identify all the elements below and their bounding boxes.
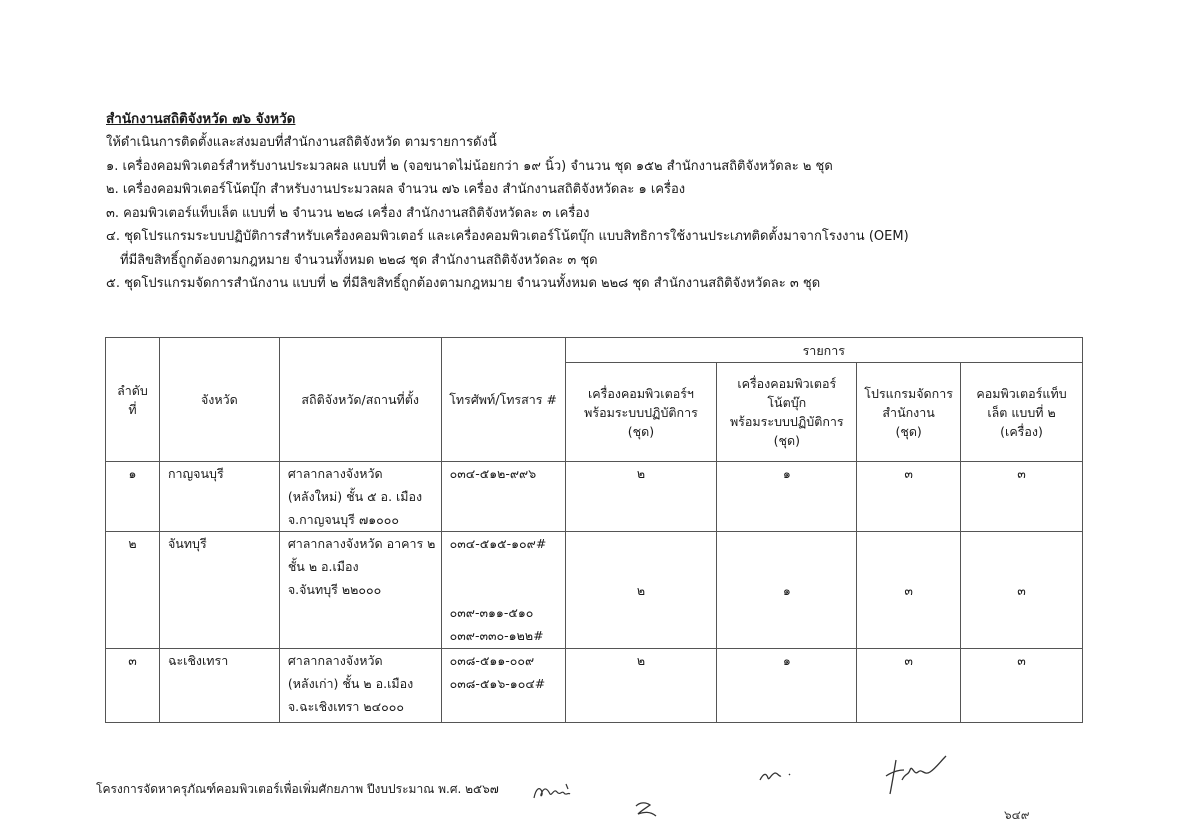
cell-province: จันทบุรี — [159, 532, 279, 649]
cell-office-software-qty: ๓ — [857, 532, 961, 649]
table-row — [106, 532, 1083, 649]
header-item-office-software: โปรแกรมจัดการ สำนักงาน (ชุด) — [857, 363, 961, 462]
list-item-continuation: ที่มีลิขสิทธิ์ถูกต้องตามกฎหมาย จำนวนทั้งหมด ๒๒๘ ชุด สำนักงานสถิติจังหวัดละ ๓ ชุด — [120, 252, 598, 268]
handwritten-mark — [632, 796, 662, 822]
header-seq: ลำดับ ที่ — [106, 338, 160, 462]
distribution-table — [105, 337, 1083, 723]
document-heading: สำนักงานสถิติจังหวัด ๗๖ จังหวัด — [106, 111, 296, 127]
handwritten-signature-2 — [880, 746, 950, 802]
footer-text: โครงการจัดหาครุภัณฑ์คอมพิวเตอร์เพื่อเพิ่มศักยภาพ ปีงบประมาณ พ.ศ. ๒๕๖๗ — [96, 782, 499, 796]
cell-address: ศาลากลางจังหวัด (หลังใหม่) ชั้น ๕ อ. เมือง จ.กาญจนบุรี ๗๑๐๐๐ — [279, 462, 441, 532]
cell-office-software-qty: ๓ — [857, 649, 961, 723]
list-item: ๒. เครื่องคอมพิวเตอร์โน้ตบุ๊ก สำหรับงานประมวลผล จำนวน ๗๖ เครื่อง สำนักงานสถิติจังหวัดละ ๑ เครื่อง — [106, 182, 686, 198]
cell-notebook-qty: ๑ — [717, 649, 857, 723]
list-item: ๕. ชุดโปรแกรมจัดการสำนักงาน แบบที่ ๒ ที่มีลิขสิทธิ์ถูกต้องตามกฎหมาย จำนวนทั้งหมด ๒๒๘ ชุด สำนักงานสถิติจังหวัดละ ๓ ชุด — [106, 276, 821, 292]
header-item-notebook: เครื่องคอมพิวเตอร์ โน้ตบุ๊ก พร้อมระบบปฏิบัติการ (ชุด) — [717, 363, 857, 462]
handwritten-initials — [530, 778, 580, 806]
cell-office-software-qty: ๓ — [857, 462, 961, 532]
table-row — [106, 462, 1083, 532]
header-item-desktop: เครื่องคอมพิวเตอร์ฯ พร้อมระบบปฏิบัติการ (ชุด) — [565, 363, 717, 462]
header-phone: โทรศัพท์/โทรสาร # — [441, 338, 565, 462]
cell-seq: ๓ — [106, 649, 160, 723]
list-item: ๓. คอมพิวเตอร์แท็บเล็ต แบบที่ ๒ จำนวน ๒๒๘ เครื่อง สำนักงานสถิติจังหวัดละ ๓ เครื่อง — [106, 205, 590, 221]
cell-seq: ๒ — [106, 532, 160, 649]
header-province: จังหวัด — [159, 338, 279, 462]
cell-address: ศาลากลางจังหวัด (หลังเก่า) ชั้น ๒ อ.เมือง จ.ฉะเชิงเทรา ๒๔๐๐๐ — [279, 649, 441, 723]
cell-desktop-qty: ๒ — [565, 532, 717, 649]
document-instruction: ให้ดำเนินการติดตั้งและส่งมอบที่สำนักงานสถิติจังหวัด ตามรายการดังนี้ — [106, 135, 497, 150]
list-item: ๔. ชุดโปรแกรมระบบปฏิบัติการสำหรับเครื่องคอมพิวเตอร์ และเครื่องคอมพิวเตอร์โน้ตบุ๊ก แบบสิทธิการใช้งานประเภทติดตั้งมาจากโรงงาน (OEM) — [106, 229, 909, 245]
cell-notebook-qty: ๑ — [717, 462, 857, 532]
header-office: สถิติจังหวัด/สถานที่ตั้ง — [279, 338, 441, 462]
list-item: ๑. เครื่องคอมพิวเตอร์สำหรับงานประมวลผล แบบที่ ๒ (จอขนาดไม่น้อยกว่า ๑๙ นิ้ว) จำนวน ชุด ๑๕๒ สำนักงานสถิติจังหวัดละ ๒ ชุด — [106, 159, 833, 174]
cell-province: ฉะเชิงเทรา — [159, 649, 279, 723]
table-row — [106, 649, 1083, 723]
cell-notebook-qty: ๑ — [717, 532, 857, 649]
cell-desktop-qty: ๒ — [565, 462, 717, 532]
cell-phone: ๐๓๔-๕๑๒-๙๙๖ — [441, 462, 565, 532]
cell-phone: ๐๓๘-๕๑๑-๐๐๙ ๐๓๘-๕๑๖-๑๐๔# — [441, 649, 565, 723]
item-list — [106, 155, 1006, 295]
cell-address: ศาลากลางจังหวัด อาคาร ๒ ชั้น ๒ อ.เมือง จ.จันทบุรี ๒๒๐๐๐ — [279, 532, 441, 649]
cell-desktop-qty: ๒ — [565, 649, 717, 723]
cell-seq: ๑ — [106, 462, 160, 532]
cell-province: กาญจนบุรี — [159, 462, 279, 532]
cell-tablet-qty: ๓ — [961, 532, 1083, 649]
handwritten-signature-1 — [757, 764, 797, 786]
cell-tablet-qty: ๓ — [961, 649, 1083, 723]
header-item-tablet: คอมพิวเตอร์แท็บ เล็ต แบบที่ ๒ (เครื่อง) — [961, 363, 1083, 462]
header-items-group: รายการ — [565, 338, 1082, 363]
cell-tablet-qty: ๓ — [961, 462, 1083, 532]
page-code-handwritten: ๖๔๙ — [1004, 808, 1030, 822]
cell-phone: ๐๓๔-๕๑๕-๑๐๙# ๐๓๙-๓๑๑-๕๑๐ ๐๓๙-๓๓๐-๑๒๒# — [441, 532, 565, 649]
